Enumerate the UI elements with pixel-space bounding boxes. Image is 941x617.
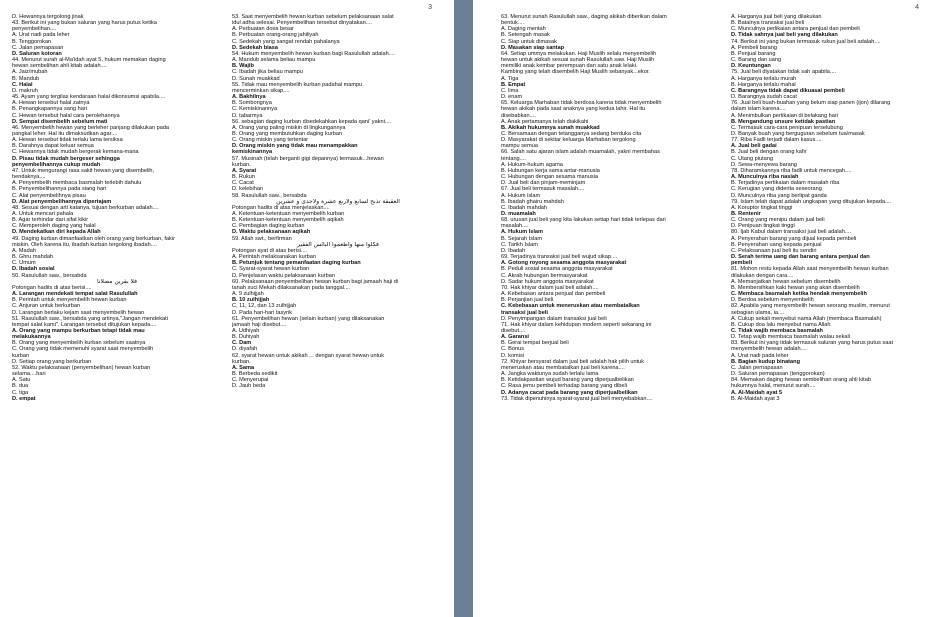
text-line: A. Urat nadi pada leher — [12, 32, 70, 39]
text-line: D. makruh — [12, 87, 38, 94]
text-line: A. Pembeli barang — [731, 44, 778, 51]
text-line: 82. Apabila yang menyembelih hewan seorang muslim, menurut — [731, 303, 890, 310]
text-line: A. Hewan tersebut halal zatnya — [12, 100, 90, 107]
text-line: D. Mendekatkan diri kepada Allah — [12, 229, 101, 236]
text-line: A. Madah — [12, 247, 36, 254]
text-line: A. Jaiz/mubah — [12, 69, 48, 76]
text-line: B. Sombongnya — [232, 100, 272, 107]
page-number: 4 — [915, 4, 919, 11]
text-line: 66. Salah satu ajaran islam adalah muamalah, yakni membahas — [501, 149, 660, 156]
text-line: D. Tidak sahnya jual beli yang dilakukan — [731, 32, 838, 39]
text-line: kurban — [12, 352, 30, 359]
text-line: 46. Menyembelih hewan yang berleher panjang dilakukan pada — [12, 124, 170, 131]
text-line: C. Barangnya tidak dapat dikuasai pembeli — [731, 87, 845, 94]
text-line: C. tiga — [12, 389, 29, 396]
text-line: C. Pembagian daging kurban — [232, 223, 305, 230]
text-line: B. Duhiyah — [232, 334, 260, 341]
text-line: B. 10 zulhijjah — [232, 297, 270, 304]
text-line: B. Penyembelihannya pada siang hari — [12, 186, 107, 193]
text-line: B. Rentenir — [731, 211, 761, 217]
text-line: jamaah haji disebut.... — [232, 321, 287, 328]
text-line: A. Urat nadi pada leher — [731, 352, 789, 359]
text-line: D. komisi — [501, 352, 524, 359]
text-line: 84. Memakan daging hewan sembelihan orang ahli kitab — [731, 377, 871, 384]
text-line: D. Sedekah biasa — [232, 44, 279, 51]
text-line: D. Masyarakat di sekitar keluarga Marhaban tergolong — [501, 137, 636, 144]
text-line: D. Penjelasan waktu pelaksanaan kurban — [232, 272, 335, 279]
text-line: A. Sama — [232, 364, 255, 371]
text-line: mencerminkan sikap.... — [232, 87, 290, 94]
text-line: A. Kebebasan antara penjual dan pembeli — [501, 291, 606, 298]
text-line: C. Kemiskinannya — [232, 106, 278, 113]
document-page-left — [0, 0, 454, 617]
text-line: D. Saluran pemapasan (tenggorokan) — [731, 371, 825, 378]
text-line: D. Barangnya sudah cacat — [731, 94, 797, 101]
text-line: D. Ibadah — [501, 247, 526, 254]
text-line: D. Penyimpangan dalam transaksi jual beli — [501, 315, 607, 322]
text-line: A. Perintah melaksanakan kurban — [232, 254, 316, 261]
text-line: A. 9 zulhijjah — [232, 291, 264, 298]
text-line: C. Tidak wajib membaca basmalah — [731, 327, 823, 334]
text-line: kurban. — [232, 161, 251, 168]
text-line: 52. Waktu pelaksanaan (penyembelihan) hewan kurban — [12, 364, 151, 371]
text-line: C. Kebebasan untuk meneruskan atau membatalkan — [501, 303, 640, 310]
text-line: B. Gerai tempat berjual beli — [501, 340, 569, 347]
text-line: D. Berdoa sebelum menyembelih — [731, 297, 814, 304]
text-line: B. Perjanjian jual beli — [501, 297, 554, 304]
text-line: B. Cukup doa lalu menyebut nama Allah — [731, 321, 831, 328]
text-line: B. Penangkapannya sang hari — [12, 106, 87, 113]
text-line: D. Tetap wajib membaca basmalah walau sekali — [731, 334, 850, 341]
text-line: 78. Diharamkannya riba fadli untuk mencegah.... — [731, 167, 852, 174]
text-column — [12, 14, 222, 402]
text-line: C. Cacat — [232, 180, 254, 187]
text-line: B. Al-Maidah ayat 3 — [731, 395, 780, 402]
text-line: B. Membersihkan kaki hewan yang akan disembelih — [731, 284, 860, 291]
text-line: 74. Berikut ini yang bukan termasuk rukun jual beli adalah.... — [731, 38, 881, 45]
text-line: 51. Rasulullah saw., bersabda yang artinya,"Jangan mendekati — [12, 315, 168, 322]
text-column — [501, 14, 707, 402]
text-line: A. Menimbulkan pertikaian di belakang hari — [731, 112, 838, 119]
text-line: B. dua — [12, 383, 29, 390]
text-line: A. Koruptor tingkat tinggi — [731, 204, 793, 211]
text-line: 68. urusan jual beli yang kita lakukan setiap hari tidak terlepas dari — [501, 217, 666, 224]
text-line: C. Dam — [232, 340, 252, 347]
text-line: D. empat — [12, 395, 36, 402]
text-line: hendaknya.... — [12, 174, 46, 181]
text-line: C. Kerugian yang diderita seseorang — [731, 186, 822, 193]
text-line: 65. Keluarga Marhaban tidak berdosa karena tidak menyembelih — [501, 100, 662, 107]
text-line: A. Bakhilnya — [232, 94, 266, 101]
text-line: hewan akikah pada saat anaknya yang kedua lahir. Hal itu — [501, 106, 646, 113]
text-line: tanah suci Mekah dilaksanakan pada tanggal.... — [232, 284, 351, 291]
text-line: 58. Rasulullah saw., bersabda — [232, 192, 307, 199]
text-line: D. Hewannya tergolong jinak — [12, 14, 84, 20]
text-line: menyembelih hewan adalah.... — [731, 346, 807, 353]
text-line: hukumnya halal, menurut surah.... — [731, 383, 816, 390]
text-line: 73. Tidak dipenuhinya syarat-syarat jual beli menyebabkan.... — [501, 395, 653, 402]
text-line: C. Memperoleh daging yang halal — [12, 223, 96, 230]
text-line: C. Jalan pernapasan — [731, 364, 783, 371]
text-line: D. Waktu pelaksanaan aqikah — [232, 229, 311, 236]
text-line: C. Orang yang menipu dalam jual beli — [731, 217, 825, 224]
text-line: mampu semua — [501, 143, 538, 150]
text-line: A. Gotong royong sesama anggota masyarakat — [501, 260, 627, 267]
text-line: 43. Berikut ini yang bukan saluran yang harus putus ketika — [12, 20, 157, 27]
text-line: C. Bonus — [501, 346, 525, 353]
text-line: pangkal leher. Hal itu dimaksudkan agar.... — [12, 130, 118, 137]
text-line: selama....hari — [12, 371, 46, 378]
text-line: B. Ghru mahdah — [12, 254, 54, 261]
text-line: D. diyafah — [232, 346, 258, 353]
text-line: tentang.... — [501, 155, 526, 162]
text-line: A. Munculnya riba nasiah — [731, 174, 799, 181]
text-line: C. Menyerupai — [232, 377, 269, 384]
text-line: A. Jangka waktunya sudah terlalu lama — [501, 371, 599, 378]
text-line: A. Penyerahan barang yang dijual kepada pembeli — [731, 235, 857, 242]
text-line: B. Petunjuk tentang pemanfaatan daging kurban — [232, 260, 361, 267]
text-line: A. Larangan mendekati tempat salat Rasulullah — [12, 291, 138, 298]
text-line: 75. Jual beli diyatakan tidak sah apabila.... — [731, 69, 837, 76]
text-line: C. Halal — [12, 81, 33, 88]
text-line: D. Penipuan tingkat tinggi — [731, 223, 795, 230]
text-line: Potongan hadits di atas menjelaskan.... — [232, 204, 330, 211]
text-line: 80. Ijab Kabul dalam transaksi jual beli adalah.... — [731, 229, 852, 236]
text-line: D. Jual beli dan pinjam-meminjam — [501, 180, 586, 187]
text-line: A. Udhiyah — [232, 327, 260, 334]
text-line: D. Sunah muakkad — [232, 75, 280, 82]
text-line: 77. Riba Fadli terjadi dalam kasus.... — [731, 137, 822, 144]
text-line: 54. Hukum menyembelih hewan kurban bagi Rasulullah adalah.... — [232, 50, 395, 57]
text-line: 61. Penyembelihan hewan (selain kurban) yang dilaksanakan — [232, 315, 385, 322]
text-line: B. Empat — [501, 81, 526, 88]
text-line: C. Hewannya tidak mudah bergerak kemana-mana — [12, 149, 139, 156]
text-line: A. Orang yang mampu berkurban tetapi tidak mau — [12, 327, 145, 334]
text-line: B. Agar terhindar dari sifat kikir — [12, 217, 89, 224]
text-line: B. Hubungan kerja sama antar-manusia — [501, 167, 600, 174]
text-line: C. Hewan tersebut halal cara perolehannya — [12, 112, 120, 119]
text-line: kemiskinannya — [232, 149, 273, 156]
text-line: A. Orang yang paling miskin di lingkungannya — [232, 124, 346, 131]
text-line: A. Hukum Islam — [501, 229, 543, 236]
text-line: 45. Ayam yang tergilas kendaraan halal dikonsumsi apabila.... — [12, 94, 166, 101]
text-line: A. Satu — [12, 377, 31, 384]
text-line: D. Sempat disembelih sebelum mati — [12, 118, 108, 125]
text-line: C. lima — [501, 87, 519, 94]
text-line: B. Perbuatan orang-orang jahiliyah — [232, 32, 319, 39]
text-line: miskin. Oleh karena itu, ibadah kurban tergolong ibadah.... — [12, 241, 157, 248]
text-line: A. Memanjatkan hewan sebelum disembelih — [731, 278, 841, 285]
text-line: kurban. — [232, 358, 251, 365]
text-line: A. Tiga — [501, 75, 519, 82]
text-line: A. Garansi — [501, 334, 529, 341]
text-line: 47. Untuk mengurangi rasa sakit hewan yang disembelih, — [12, 167, 155, 174]
text-line: C. Syarat-syarat hewan kurban — [232, 266, 310, 273]
text-line: D. muamalah — [501, 211, 536, 217]
text-line: 60. Pelaksanaan penyembelihan hewan kurban bagi jamaah haji di — [232, 278, 399, 285]
text-line: D. kelebihan — [232, 186, 264, 193]
text-line: B. Peduli sosial sesama anggota masyarakat — [501, 266, 613, 273]
text-line: Potongan hadits di atas berisi.... — [12, 284, 92, 291]
text-line: 59. Allah swt., berfirman — [232, 235, 292, 242]
text-line: 63. Menurut sunah Rasulullah saw., daging akikah diberikan dalam — [501, 14, 667, 20]
text-line: 49. Daging kurban dimanfaatkan oleh orang yang berkurban, fakir — [12, 235, 175, 242]
text-line: C. Tarikh Islam — [501, 241, 538, 248]
text-line: A. Jual beli gadai — [731, 143, 777, 150]
text-line: C. Pelaksanaan jual beli itu sendiri — [731, 247, 817, 254]
text-line: D. Serah terima uang dan barang antara penjual dan — [731, 254, 870, 261]
text-line: melakukannya — [12, 334, 51, 341]
text-line: dilakukan dengan cara.... — [731, 272, 794, 279]
text-line: D. enam — [501, 94, 523, 101]
text-line: C. Sedekah yang sangat rendah pahalanya — [232, 38, 340, 45]
text-line: C. Orang miskin yang tertentar — [232, 137, 309, 144]
text-line: memiliki anak kembar perempuan dan satu anak lelaki. — [501, 63, 638, 70]
text-line: 67. Jual beli termasuk masalah.... — [501, 186, 585, 193]
text-line: B. Batalnya transaksi jual beli — [731, 20, 805, 27]
text-line: D. Sadar hukum anggota masyarakat — [501, 278, 594, 285]
text-line: B. Penjual barang — [731, 50, 776, 57]
text-line: C. Hubungan dengan sesama manusia — [501, 174, 599, 181]
text-line: 69. Terjadinya transaksi jual beli wujud sikap.... — [501, 254, 618, 261]
text-line: D. Pisau tidak mudah bergeser sehingga — [12, 155, 120, 162]
text-line: B. Ketentuan-ketentuan menyembelih aqikah — [232, 217, 344, 224]
text-line: B. Wajib — [232, 63, 254, 70]
text-line: transaksi jual beli — [501, 309, 548, 316]
text-line: D. tabarmya — [232, 112, 263, 119]
text-line: B. Berbeda sedikit — [232, 371, 278, 378]
text-line: D. Larangan berlaku kejam saat menyembelih hewan — [12, 309, 145, 316]
text-line: B. Perintah untuk menyembelih hewan kurban — [12, 297, 127, 304]
text-line: C. Munculnya perlikaian antara penjual dan pembeli — [731, 26, 860, 33]
text-line: A. Ketentuan-ketentuan menyembelih kurban — [232, 211, 345, 217]
text-line: pembeli — [731, 260, 753, 267]
text-line: B. Jual beli dengan orang kafir — [731, 149, 807, 156]
text-line: Potongan ayat di atas berisi.... — [232, 247, 308, 254]
text-line: idul adha selesai. Penyembelihan tersebut dinyatakan.... — [232, 20, 372, 27]
text-line: A. Al-Maidah ayat 5 — [731, 389, 783, 396]
text-line: A. Hukum-hukum agama — [501, 161, 563, 168]
text-line: C. Alat penyembelihnya pisau — [12, 192, 86, 199]
text-line: Kambing yang telah disembelih Haji Muslih sebanyak...ekor. — [501, 69, 650, 76]
text-line: 56. sebagian daging kurban disedekahkan kepada qani' yakni.... — [232, 118, 392, 125]
arabic-text-line: فلا يقربن مصلانا — [96, 278, 137, 285]
text-line: 79. Islam telah dapat adalah ungkapan yang ditujukan kepada.... — [731, 198, 892, 205]
text-line: A. Syarat — [232, 167, 257, 174]
text-line: B. Darahnya dapat keluar semua — [12, 143, 94, 150]
text-line: B. Terjadinya pertikaian dalam masalah riba — [731, 180, 840, 187]
text-line: penyembelihannya cukup mudah — [12, 161, 101, 168]
text-line: disebut.... — [501, 327, 526, 334]
text-line: A. Daging mentah — [501, 26, 546, 33]
text-line: C. Anjuran untuk berkurban — [12, 303, 81, 310]
text-line: dalam islam karena.... — [731, 106, 786, 113]
text-line: D. Ibadah sosial — [12, 266, 55, 273]
text-line: A. Cukup sekali menyebut nama Allah (membaca Basmalah) — [731, 315, 882, 322]
text-line: D. Orang miskin yang tidak mau menampakkan — [232, 143, 358, 150]
text-line: 72. Khiyar bersyarat dalam jual beli adalah hak pilih untuk — [501, 358, 645, 365]
text-line: 71. Hak khiyar dalam kehidupan modern seperti sekarang ini — [501, 321, 652, 328]
text-line: B. Akikah hukumnya sunah muakkad — [501, 124, 600, 131]
text-line: A. Harganya terlalu murah — [731, 75, 797, 82]
text-line: C. Umum — [12, 260, 36, 267]
text-line: penyembelihan.... — [12, 26, 57, 33]
text-line: tempat salat kami". Larangan tersebut ditujukan kepada.... — [12, 321, 157, 328]
text-line: B. Rukun — [232, 174, 256, 181]
text-line: C. Membaca basmalah ketika hendak menyembelih — [731, 291, 867, 298]
text-line: disebabkan.... — [501, 112, 536, 119]
arabic-text-line: فكلوا منها واطعموا البائس الفقير — [297, 241, 379, 248]
text-line: D. Alat penyembelihannya dipertajam — [12, 198, 112, 205]
text-line: B. Mandub — [12, 75, 40, 82]
text-line: A. Harganya jual beli yang dilakukan — [731, 14, 822, 20]
text-line: A. Hewan tersebut tidak terlalu lama tersiksa — [12, 137, 123, 144]
text-line: C. Bersamaan dengan tetangganya sedang berduka cita — [501, 130, 642, 137]
text-line: 50. Rasulullah saw., bersabda — [12, 272, 87, 279]
text-line: bentuk.... — [501, 20, 525, 27]
text-line: B. Ibadah ghairu mahdah — [501, 198, 564, 205]
text-line: hewan sembelihan ahli kitab adalah.... — [12, 63, 107, 70]
text-line: 44. Menurut surah al-Ma'idah ayat 5, hukum memakan daging — [12, 57, 166, 64]
text-line: D. Keuntungan — [731, 63, 771, 70]
text-line: B. Mengandung unsure ketidak pastian — [731, 118, 836, 125]
text-line: 55. Tidak mau menyembelih kurban padahal mampu — [232, 81, 363, 88]
text-line: B. Penyerahan uang kepada penjual — [731, 241, 822, 248]
text-line: B. Ketidakpastian wujud barang yang diperjualbelikan — [501, 377, 634, 384]
text-line: A. Hukum islam — [501, 192, 541, 199]
text-line: 57. Musinah (telah berganti gigi depannya) termasuk...hewan — [232, 155, 384, 162]
text-line: 83. Berikut ini yang tidak termasuk saluran yang harus putus saat — [731, 340, 893, 347]
text-line: A. Perbuatan dosa besar — [232, 26, 294, 33]
page-number: 3 — [428, 4, 432, 11]
text-line: C. Siap untuk dimasak — [501, 38, 557, 45]
text-line: A. Mandub selama beliau mampu — [232, 57, 316, 64]
text-line: C. Ibadah jika beliau mampu — [232, 69, 303, 76]
text-line: C. Termasuk cara-cara penipuan terselubung — [731, 124, 843, 131]
text-line: B. Sejarah Islam — [501, 235, 543, 242]
text-line: C. Barang dan uang — [731, 57, 782, 64]
text-line: B. Bagian kudup binatang — [731, 358, 800, 365]
text-line: 81. Mohon restu kepada Allah saat menyembelih hewan kurban — [731, 266, 889, 273]
text-line: D. Pada hari-hari tasyrik — [232, 309, 292, 316]
text-line: masalah.... — [501, 223, 529, 230]
text-line: C. Utang piutang — [731, 155, 773, 162]
text-line: B. Tenggorokan — [12, 38, 52, 45]
text-line: hewan untuk akikah sesuai sunah Rasulullah saw. Haji Muslih — [501, 57, 655, 64]
text-line: D. Saluran kotoran — [12, 50, 62, 57]
text-line: 64. Setiap ummya melakukan. Haji Muslih selalu menyembelih — [501, 50, 657, 57]
text-line: A. Penyembelih membaca basmalah terlebih dahulu — [12, 180, 142, 187]
text-line: B. Orang yang membutuhkan daging kurban — [232, 130, 343, 137]
text-line: D. Sewa-menyewa barang — [731, 161, 797, 168]
text-line: B. Orang yang menyembelih kurban sebelum saatnya — [12, 340, 146, 347]
text-line: C. 11, 12, dan 13 zulhijjah — [232, 303, 297, 310]
text-line: 48. Sesuai dengan arti katanya, tujuan berkurban adalah.... — [12, 204, 159, 211]
text-line: D. Munculnya riba yang berlipat ganda — [731, 192, 827, 199]
text-line: C. Ibadah mahdah — [501, 204, 548, 211]
document-page-right — [473, 0, 941, 617]
text-line: C. Orang yang tidak memenuhi syarat saat menyembelih — [12, 346, 154, 353]
text-line: 70. Hak khiyar dalam jual beli adalah.... — [501, 284, 599, 291]
arabic-text-line: العقيقة تذبح لسابع ولاربع عشرة ولاحدى و عشرين — [276, 198, 400, 205]
text-line: C. Akrab hubungan bermasyarakat — [501, 272, 588, 279]
text-line: B. Setengah masak — [501, 32, 550, 39]
text-line: meneruskan atau membatalkan jual beli karena.... — [501, 364, 625, 371]
text-line: 62. syarat hewan untuk akikah ... dengan syarat hewan untuk — [232, 352, 385, 359]
text-line: B. Harganya terlalu mahal — [731, 81, 796, 88]
text-line: 53. Saat menyembelih hewan kurban sebelum pelaksanaan salat — [232, 14, 394, 20]
text-line: sebagian ulama, ia.... — [731, 309, 785, 316]
text-column — [731, 14, 931, 402]
text-line: C. Jalan pemapasan — [12, 44, 64, 51]
text-line: C. Rasa jemu pembeli terhadap barang yang dibeli — [501, 383, 627, 390]
text-line: 76. Jual beli buah-buahan yang belum siap panen (ijon) dilarang — [731, 100, 891, 107]
text-line: D. Adanya cacat pada barang yang diperjualbelikan — [501, 389, 638, 396]
text-line: D. Setiap orang yang berkurban — [12, 358, 92, 365]
text-line: D. Masakan siap santap — [501, 44, 565, 51]
text-line: D. Banyak buah yang berguguran sebelum tua/masak — [731, 130, 865, 137]
text-line: A. Anak pertamanya telah diakikahi — [501, 118, 589, 125]
text-column — [232, 14, 444, 390]
text-line: A. Untuk mencari pahala — [12, 211, 74, 217]
text-line: D. Jauh beda — [232, 383, 266, 390]
